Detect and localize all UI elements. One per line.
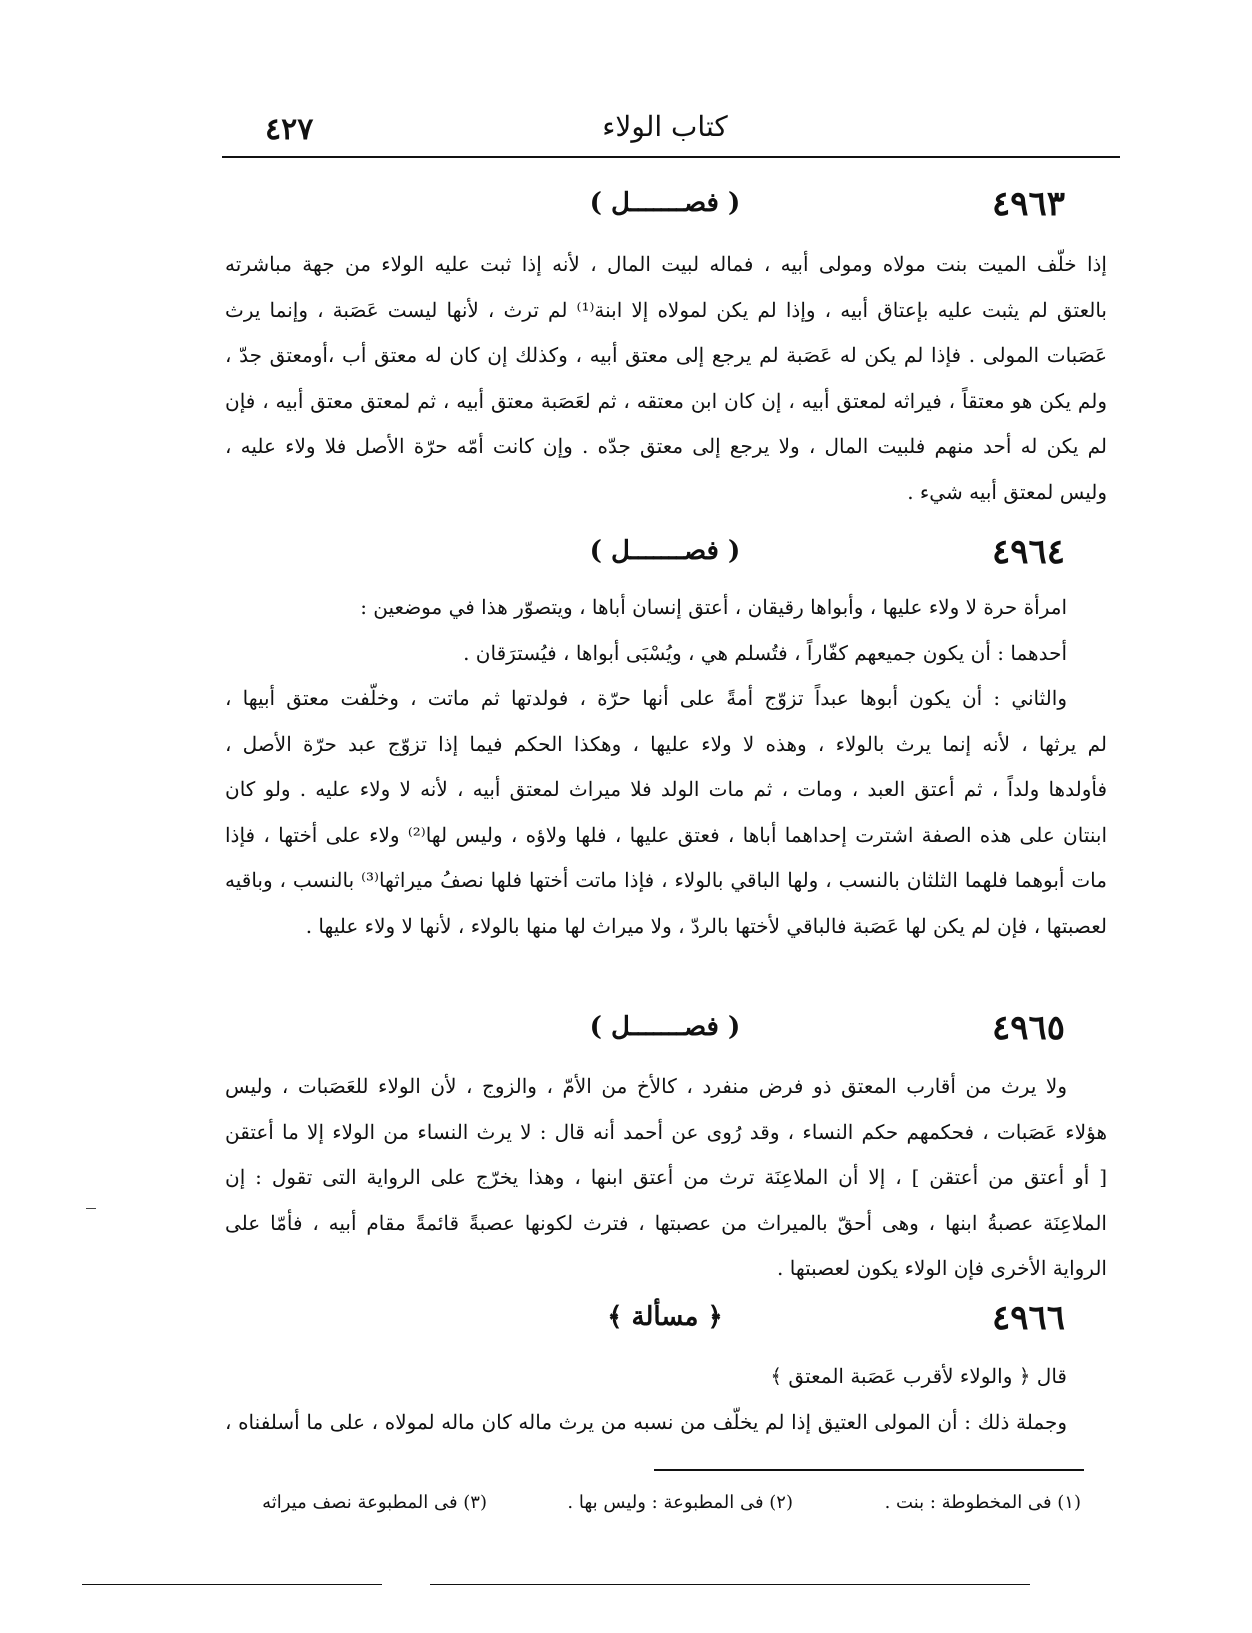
text-line: ولا يرث من أقارب المعتق ذو فرض منفرد ، كالأخ من الأمّ ، والزوج ، لأن الولاء للعَصَبات ، وليس <box>225 1074 1067 1098</box>
header-divider <box>222 156 1120 158</box>
section-heading <box>225 532 1105 578</box>
section-label: ( فصـــــــل ) <box>589 1012 741 1042</box>
section-label: ( فصـــــــل ) <box>589 536 741 566</box>
text-line: امرأة حرة لا ولاء عليها ، وأبواها رقيقان ، أعتق إنسان أباها ، ويتصوّر هذا في موضعين : <box>360 595 1067 619</box>
text-line: والثاني : أن يكون أبوها عبداً تزوّج أمةً على أنها حرّة ، فولدتها ثم ماتت ، وخلّفت معتق أبيها ، <box>225 686 1067 710</box>
section-label: ( فصـــــــل ) <box>589 188 741 218</box>
scan-edge-line <box>430 1584 1030 1585</box>
text-line: عَصَبات المولى . فإذا لم يكن له عَصَبة لم يرجع إلى معتق أبيه ، وكذلك إن كان له معتق أب ،أومعتق جدّ ، <box>225 343 1107 367</box>
text-line: ابنتان على هذه الصفة اشترت إحداهما أباها ، فعتق عليها ، فلها ولاؤه ، وليس لها⁽²⁾ ولاء على أختها ، فإذا <box>225 822 1107 847</box>
text-line: بالعتق لم يثبت عليه بإعتاق أبيه ، وإذا لم يكن لمولاه إلا ابنة⁽¹⁾ لم ترث ، لأنها ليست عَصَبة ، وإنما يرث <box>225 297 1107 322</box>
text-line: [ أو أعتق من أعتقن ] ، إلا أن الملاعِنَة ترث من أعتق ابنها ، وهذا يخرّج على الرواية التى تقول : إن <box>225 1165 1107 1189</box>
text-line: وجملة ذلك : أن المولى العتيق إذا لم يخلّف من نسبه من يرث ماله كان ماله لمولاه ، على ما أسلفناه ، <box>225 1409 1067 1434</box>
section-number: ٤٩٦٤ <box>991 532 1065 572</box>
text-line: هؤلاء عَصَبات ، فحكمهم حكم النساء ، وقد رُوى عن أحمد أنه قال : لا يرث النساء من الولاء إلا ما أعتقن <box>225 1119 1107 1144</box>
text-line: الملاعِنَة عصبةُ ابنها ، وهى أحقّ بالميراث من عصبتها ، فترث لكونها عصبةً قائمةً مقام أبيه ، فأمّا على <box>225 1210 1107 1235</box>
text-line: لم يرثها ، لأنه إنما يرث بالولاء ، وهذه لا ولاء عليها ، وهكذا الحكم فيما إذا تزوّج عبد حرّة الأصل ، <box>225 731 1107 756</box>
footnote: (٢) فى المطبوعة : وليس بها . <box>567 1492 793 1513</box>
text-line: إذا خلّف الميت بنت مولاه ومولى أبيه ، فماله لبيت المال ، لأنه إذا ثبت عليه الولاء من جهة مباشرته <box>225 252 1107 276</box>
text-line: الرواية الأخرى فإن الولاء يكون لعصبتها . <box>777 1256 1107 1280</box>
footnotes <box>225 1488 1095 1528</box>
text-line: ولم يكن هو معتقاً ، فيراثه لمعتق أبيه ، إن كان ابن معتقه ، ثم لعَصَبة معتق أبيه ، ثم لمعتق معتق أبيه ، فإن <box>225 388 1107 413</box>
text-line: وليس لمعتق أبيه شيء . <box>907 479 1107 504</box>
scan-mark <box>86 1208 96 1209</box>
footnote: (١) فى المخطوطة : بنت . <box>884 1492 1081 1513</box>
section-number: ٤٩٦٥ <box>991 1008 1065 1048</box>
scan-edge-line <box>82 1584 382 1585</box>
text-line: فأولدها ولداً ، ثم أعتق العبد ، ومات ، ثم مات الولد فلا ميراث لمعتق أبيه ، لأنه لا ولاء عليه . ولو كان <box>225 777 1107 801</box>
text-line: لم يكن له أحد منهم فلبيت المال ، ولا يرجع إلى معتق جدّه . وإن كانت أمّه حرّة الأصل فلا ولاء عليه ، <box>225 434 1107 458</box>
text-line: مات أبوهما فلهما الثلثان بالنسب ، ولها الباقي بالولاء ، فإذا ماتت أختها فلها نصفُ ميراثها⁽³⁾ بالنسب ، وباقيه <box>225 868 1107 892</box>
section-label: ﴿ مسألة ﴾ <box>607 1302 723 1332</box>
text-line: أحدهما : أن يكون جميعهم كفّاراً ، فتُسلم هي ، ويُسْبَى أبواها ، فيُسترَقان . <box>463 640 1067 665</box>
paragraph <box>225 585 1107 949</box>
section-heading <box>225 1298 1105 1344</box>
paragraph <box>225 242 1107 515</box>
chapter-title: كتاب الولاء <box>602 110 728 143</box>
page-number: ٤٢٧ <box>265 112 314 147</box>
footnote: (٣) فى المطبوعة نصف ميراثه <box>262 1492 487 1513</box>
footnote-divider <box>654 1469 1084 1471</box>
text-line: قال ﴿ والولاء لأقرب عَصَبة المعتق ﴾ <box>770 1364 1067 1388</box>
section-heading <box>225 184 1105 230</box>
section-number: ٤٩٦٦ <box>991 1298 1065 1338</box>
paragraph <box>225 1064 1107 1292</box>
text-line: لعصبتها ، فإن لم يكن لها عَصَبة فالباقي لأختها بالردّ ، ولا ميراث لها منها بالولاء ، لأنها لا ولاء عليها . <box>305 913 1107 938</box>
section-heading <box>225 1008 1105 1054</box>
section-number: ٤٩٦٣ <box>991 184 1065 224</box>
running-header <box>225 104 1105 154</box>
paragraph <box>225 1354 1107 1445</box>
